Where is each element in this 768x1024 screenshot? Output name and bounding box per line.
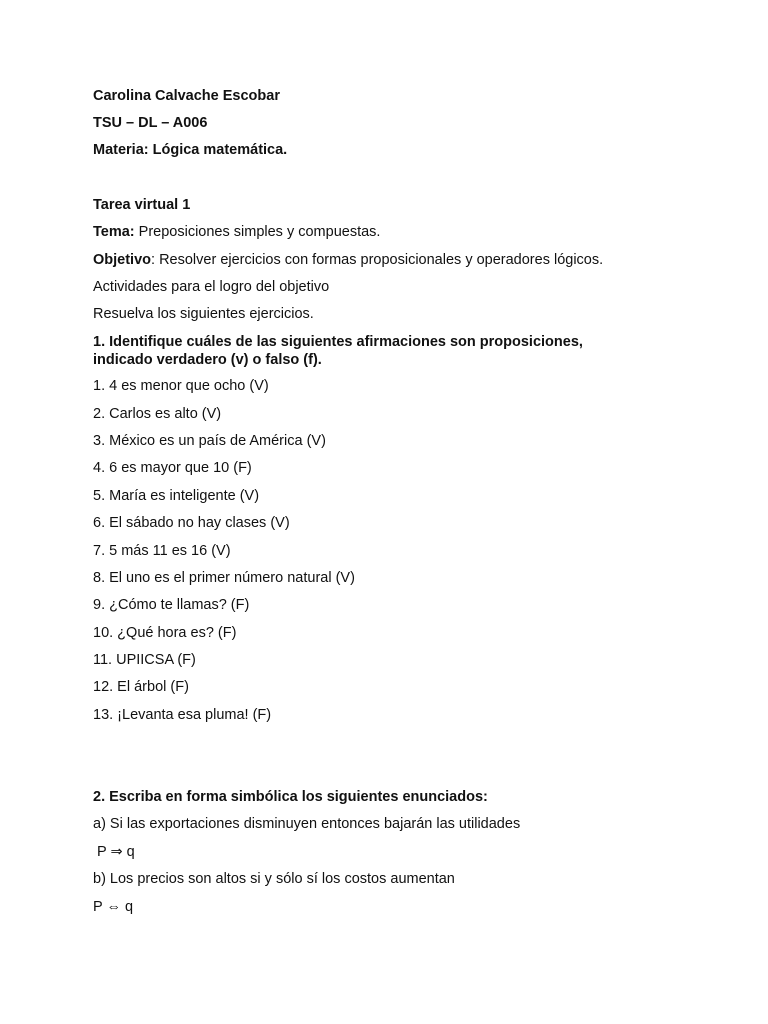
list-item: 2. Carlos es alto (V) — [93, 406, 222, 422]
objective-label: Objetivo — [93, 252, 152, 268]
objective-value: : Resolver ejercicios con formas proposicionales y operadores lógicos. — [151, 252, 604, 268]
topic-line — [93, 223, 380, 241]
assignment-title: Tarea virtual 1 — [93, 197, 191, 213]
list-item: 1. 4 es menor que ocho (V) — [93, 378, 269, 394]
statement-b: b) Los precios son altos si y sólo sí los costos aumentan — [93, 871, 455, 887]
subject-line: Materia: Lógica matemática. — [93, 142, 288, 158]
section1-heading-line2: indicado verdadero (v) o falso (f). — [93, 352, 322, 368]
list-item: 3. México es un país de América (V) — [93, 433, 326, 449]
list-item: 11. UPIICSA (F) — [93, 652, 196, 668]
objective-line — [93, 251, 603, 269]
section1-heading-line1: 1. Identifique cuáles de las siguientes afirmaciones son proposiciones, — [93, 334, 583, 350]
symbol-b: P ⇔ q — [93, 899, 134, 915]
activities-line: Actividades para el logro del objetivo — [93, 279, 330, 295]
list-item: 12. El árbol (F) — [93, 679, 189, 695]
list-item: 13. ¡Levanta esa pluma! (F) — [93, 707, 272, 723]
section2-heading: 2. Escriba en forma simbólica los siguientes enunciados: — [93, 789, 488, 805]
list-item: 9. ¿Cómo te llamas? (F) — [93, 597, 250, 613]
symbol-a: P ⇒ q — [97, 844, 135, 860]
list-item: 6. El sábado no hay clases (V) — [93, 515, 290, 531]
list-item: 8. El uno es el primer número natural (V) — [93, 570, 355, 586]
instruction-line: Resuelva los siguientes ejercicios. — [93, 306, 314, 322]
document-page — [93, 0, 733, 1024]
list-item: 7. 5 más 11 es 16 (V) — [93, 543, 231, 559]
list-item: 10. ¿Qué hora es? (F) — [93, 625, 237, 641]
list-item: 5. María es inteligente (V) — [93, 488, 260, 504]
list-item: 4. 6 es mayor que 10 (F) — [93, 460, 252, 476]
statement-a: a) Si las exportaciones disminuyen entonces bajarán las utilidades — [93, 816, 521, 832]
course-code: TSU – DL – A006 — [93, 115, 208, 131]
topic-label: Tema: — [93, 224, 135, 240]
topic-value: Preposiciones simples y compuestas. — [134, 224, 381, 240]
author-name: Carolina Calvache Escobar — [93, 88, 280, 104]
